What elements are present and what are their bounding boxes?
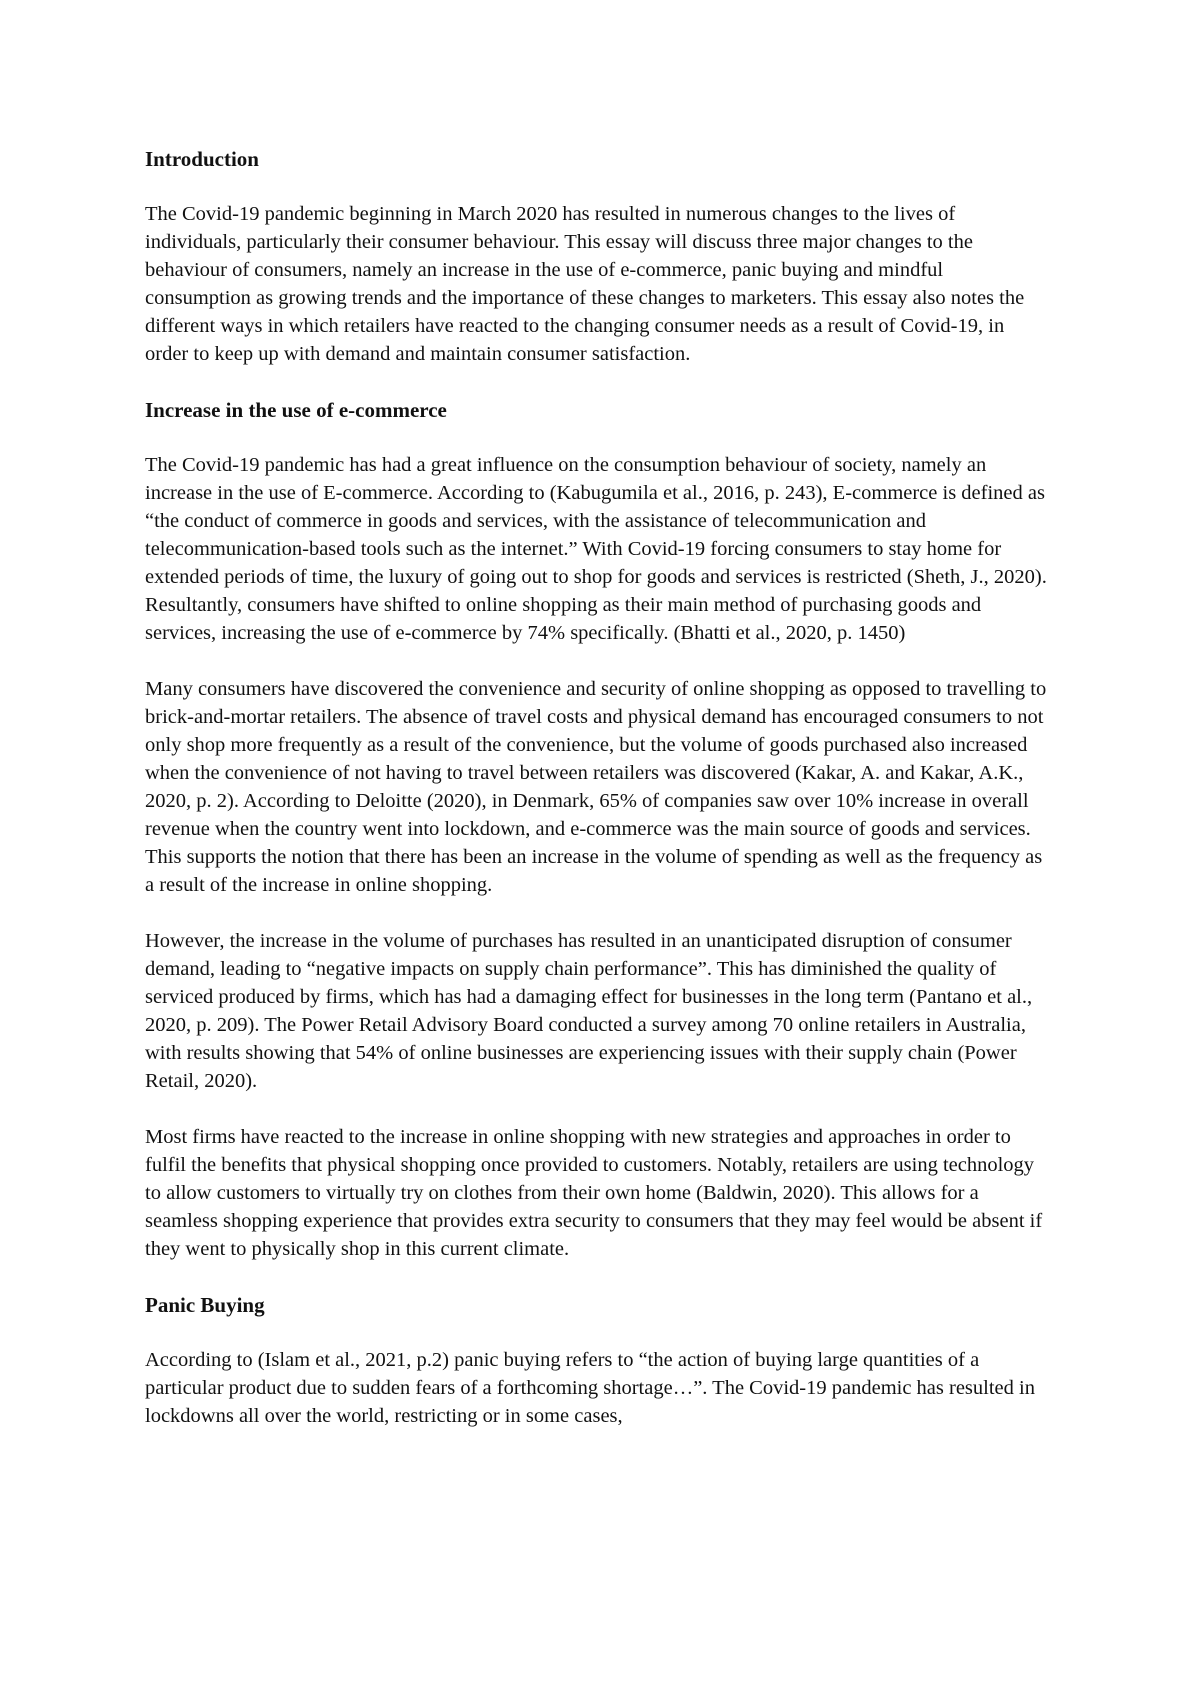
paragraph-ecommerce-2: Many consumers have discovered the convenience and security of online shopping as opposed to travelling to brick-and-mortar retailers. The absence of travel costs and physical demand has encouraged consumers to not only shop more frequently as a result of the convenience, but the volume of goods purchased also increased when the convenience of not having to travel between retailers was discovered (Kakar, A. and Kakar, A.K., 2020, p. 2). According to Deloitte (2020), in Denmark, 65% of companies saw over 10% increase in overall revenue when the country went into lockdown, and e-commerce was the main source of goods and services. This supports the notion that there has been an increase in the volume of spending as well as the frequency as a result of the increase in online shopping. [145,678,1047,896]
paragraph-ecommerce-1: The Covid-19 pandemic has had a great influence on the consumption behaviour of society, namely an increase in the use of E-commerce. According to (Kabugumila et al., 2016, p. 243), E-commerce is defined as “the conduct of commerce in goods and services, with the assistance of telecommunication and telecommunication-based tools such as the internet.” With Covid-19 forcing consumers to stay home for extended periods of time, the luxury of going out to shop for goods and services is restricted (Sheth, J., 2020). Resultantly, consumers have shifted to online shopping as their main method of purchasing goods and services, increasing the use of e-commerce by 74% specifically. (Bhatti et al., 2020, p. 1450) [145,454,1047,644]
paragraph-panic-buying-1: According to (Islam et al., 2021, p.2) panic buying refers to “the action of buying large quantities of a particular product due to sudden fears of a forthcoming shortage…”. The Covid-19 pandemic has resulted in lockdowns all over the world, restricting or in some cases, [145,1349,1035,1427]
paragraph-ecommerce-4: Most firms have reacted to the increase in online shopping with new strategies and approaches in order to fulfil the benefits that physical shopping once provided to customers. Notably, retailers are using technology to allow customers to virtually try on clothes from their own home (Baldwin, 2020). This allows for a seamless shopping experience that provides extra security to consumers that they may feel would be absent if they went to physically shop in this current climate. [145,1126,1043,1260]
heading-introduction: Introduction [145,147,259,171]
heading-ecommerce: Increase in the use of e-commerce [145,398,447,422]
document-body [145,145,1050,1430]
paragraph-introduction: The Covid-19 pandemic beginning in March 2020 has resulted in numerous changes to the lives of individuals, particularly their consumer behaviour. This essay will discuss three major changes to the behaviour of consumers, namely an increase in the use of e-commerce, panic buying and mindful consumption as growing trends and the importance of these changes to marketers. This essay also notes the different ways in which retailers have reacted to the changing consumer needs as a result of Covid-19, in order to keep up with demand and maintain consumer satisfaction. [145,203,1025,365]
paragraph-ecommerce-3: However, the increase in the volume of purchases has resulted in an unanticipated disruption of consumer demand, leading to “negative impacts on supply chain performance”. This has diminished the quality of serviced produced by firms, which has had a damaging effect for businesses in the long term (Pantano et al., 2020, p. 209). The Power Retail Advisory Board conducted a survey among 70 online retailers in Australia, with results showing that 54% of online businesses are experiencing issues with their supply chain (Power Retail, 2020). [145,930,1033,1092]
heading-panic-buying: Panic Buying [145,1293,265,1317]
